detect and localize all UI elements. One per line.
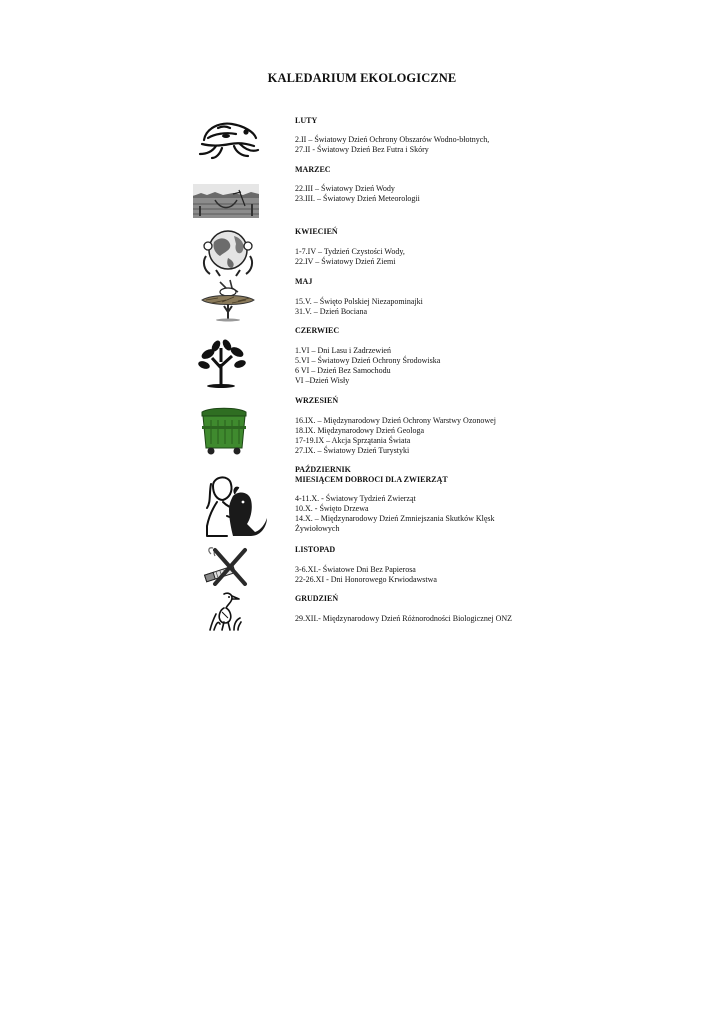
month-heading-marzec: MARZEC [295, 165, 331, 174]
event-text: 14.X. – Międzynarodowy Dzień Zmniejszania Skutków Klęsk [295, 514, 495, 523]
earth-globe-icon [198, 226, 258, 278]
event-text: Żywiołowych [295, 524, 340, 533]
no-smoking-icon [201, 546, 249, 586]
event-text: 2.II – Światowy Dzień Ochrony Obszarów Wodno-błotnych, [295, 135, 490, 144]
event-text: 16.IX. – Międzynarodowy Dzień Ochrony Warstwy Ozonowej [295, 416, 496, 425]
stork-nest-icon [198, 278, 258, 322]
event-text: 5.VI – Światowy Dzień Ochrony Środowiska [295, 356, 441, 365]
event-text: 27.IX. – Światowy Dzień Turystyki [295, 446, 410, 455]
event-text: 29.XII.- Międzynarodowy Dzień Różnorodności Biologicznej ONZ [295, 614, 513, 623]
event-text: 23.III. – Światowy Dzień Meteorologii [295, 194, 420, 203]
month-heading-luty: LUTY [295, 116, 318, 125]
month-heading-kwiecien: KWIECIEŃ [295, 227, 338, 236]
event-text: 15.V. – Święto Polskiej Niezapominajki [295, 297, 423, 306]
month-heading-wrzesien: WRZESIEŃ [295, 396, 339, 405]
event-text: 3-6.XI.- Światowe Dni Bez Papierosa [295, 565, 416, 574]
event-text: 22.III – Światowy Dzień Wody [295, 184, 395, 193]
month-heading-grudzien: GRUDZIEŃ [295, 594, 339, 603]
event-text: VI –Dzień Wisły [295, 376, 350, 385]
water-landscape-icon [193, 184, 259, 218]
month-heading-czerwiec: CZERWIEC [295, 326, 340, 335]
event-text: 10.X. - Święto Drzewa [295, 504, 369, 513]
event-text: 1-7.IV – Tydzień Czystości Wody, [295, 247, 405, 256]
month-heading-pazdziernik: PAŹDZIERNIK [295, 465, 351, 474]
event-text: 17-19.IX – Akcja Sprzątania Świata [295, 436, 411, 445]
event-text: 31.V. – Dzień Bociana [295, 307, 368, 316]
month-subheading: MIESIĄCEM DOBROCI DLA ZWIERZĄT [295, 475, 448, 484]
event-text: 1.VI – Dni Lasu i Zadrzewień [295, 346, 391, 355]
tree-icon [194, 338, 250, 388]
frog-icon [196, 116, 260, 160]
girl-with-dog-icon [203, 472, 269, 540]
event-text: 4-11.X. - Światowy Tydzień Zwierząt [295, 494, 416, 503]
event-text: 6 VI – Dzień Bez Samochodu [295, 366, 391, 375]
month-heading-maj: MAJ [295, 277, 313, 286]
event-text: 22.IV – Światowy Dzień Ziemi [295, 257, 396, 266]
heron-icon [206, 590, 242, 632]
waste-container-icon [199, 406, 249, 456]
month-heading-listopad: LISTOPAD [295, 545, 336, 554]
event-text: 27.II - Światowy Dzień Bez Futra i Skóry [295, 145, 429, 154]
page-title: KALEDARIUM EKOLOGICZNE [267, 71, 457, 85]
event-text: 22-26.XI - Dni Honorowego Krwiodawstwa [295, 575, 437, 584]
event-text: 18.IX. Międzynarodowy Dzień Geologa [295, 426, 425, 435]
